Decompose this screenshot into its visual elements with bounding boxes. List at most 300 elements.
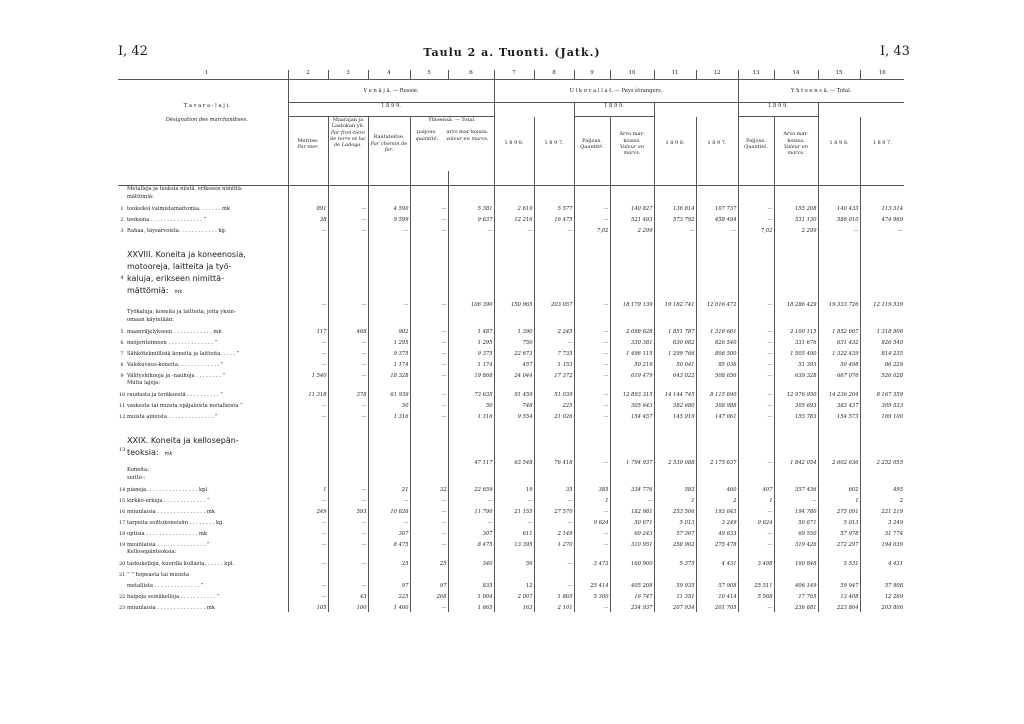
cell-c9: — <box>574 410 610 421</box>
cell-c16: — <box>860 224 904 235</box>
cell-c2: 891 <box>288 202 328 213</box>
cell-c8: — <box>534 494 574 505</box>
cell-c6: 1 174 <box>448 358 494 369</box>
table-row <box>118 399 904 410</box>
cell-c5: — <box>410 369 448 380</box>
cell-c13: — <box>738 538 774 549</box>
cell-c10: 50 671 <box>610 516 654 527</box>
cell-c13: 9 624 <box>738 516 774 527</box>
cell-c8: 51 039 <box>534 388 574 399</box>
cell-c4: — <box>368 494 410 505</box>
cell-c4: 9 375 <box>368 347 410 358</box>
cell-c2 <box>288 435 328 467</box>
section-heading-line: mättömiä: <box>127 285 169 295</box>
cell-c9 <box>574 568 610 579</box>
cell-c11: 136 814 <box>654 202 696 213</box>
cell-c8: — <box>534 336 574 347</box>
value-header: arvo mar-koissa. <box>446 129 489 136</box>
cell-c2: 249 <box>288 505 328 516</box>
cell-c9: — <box>574 249 610 309</box>
row-label: metallista . . . . . . . . . . . . . . ” <box>127 583 204 589</box>
cell-c8: 76 418 <box>534 435 574 467</box>
column-number: 11 <box>654 70 696 80</box>
cell-c8: 225 <box>534 399 574 410</box>
table-row <box>118 590 904 601</box>
row-number: 11 <box>119 403 126 410</box>
row-label: taskukelloja, kuorilla kullasta. . . . . . kpl. <box>127 561 235 567</box>
cell-c16 <box>860 568 904 579</box>
cell-c9: 5 300 <box>574 590 610 601</box>
cell-c4: 21 <box>368 483 410 494</box>
cell-c16: 1 318 906 <box>860 325 904 336</box>
section-number: 4 <box>120 275 124 282</box>
table-row <box>118 388 904 399</box>
table-row <box>118 516 904 527</box>
cell-c13: — <box>738 336 774 347</box>
cell-c2: 1 <box>288 483 328 494</box>
cell-c11: 207 934 <box>654 601 696 612</box>
row-number: 18 <box>119 531 126 538</box>
cell-c8: 203 057 <box>534 249 574 309</box>
cell-c9: 3 473 <box>574 557 610 568</box>
cell-c5: — <box>410 494 448 505</box>
cell-c15: 383 437 <box>818 399 860 410</box>
cell-c16: 203 806 <box>860 601 904 612</box>
cell-c9: — <box>574 369 610 380</box>
row-label: pianoja. . . . . . . . . . . . . . . . kpl. <box>127 487 209 493</box>
cell-c2: 117 <box>288 325 328 336</box>
cell-c13: — <box>738 410 774 421</box>
sea-header: Meritse. <box>297 137 319 144</box>
cell-c16: 814 235 <box>860 347 904 358</box>
cell-c3: — <box>328 213 368 224</box>
cell-c15: 57 978 <box>818 527 860 538</box>
cell-c5 <box>410 568 448 579</box>
cell-c7: 1 390 <box>494 325 534 336</box>
cell-c5: — <box>410 399 448 410</box>
cell-c6: 9 637 <box>448 213 494 224</box>
cell-c2: — <box>288 336 328 347</box>
cell-c5: 32 <box>410 483 448 494</box>
cell-c11: 5 013 <box>654 516 696 527</box>
row-number: 21 <box>119 572 126 579</box>
cell-c7: — <box>494 224 534 235</box>
cell-c7: 12 216 <box>494 213 534 224</box>
cell-c16: 57 908 <box>860 579 904 590</box>
page-number-left: I, 42 <box>118 44 148 59</box>
cell-c11: 643 022 <box>654 369 696 380</box>
table-row <box>118 538 904 549</box>
quantity-header: paljous. <box>416 129 437 136</box>
cell-c5: 268 <box>410 590 448 601</box>
muita-line-text: Muita lajeja: <box>127 379 161 386</box>
intro-line <box>118 194 904 202</box>
cell-c15: 19 333 726 <box>818 249 860 309</box>
cell-c12: 806 500 <box>696 347 738 358</box>
cell-c10: 521 493 <box>610 213 654 224</box>
muita-line <box>118 380 904 388</box>
cell-c15: 5 531 <box>818 557 860 568</box>
cell-c10: 18 179 139 <box>610 249 654 309</box>
cell-c15: 14 236 204 <box>818 388 860 399</box>
spacer-row <box>118 421 904 435</box>
cell-c16: 12 269 <box>860 590 904 601</box>
column-number: 12 <box>696 70 738 80</box>
cell-c12: 1 316 661 <box>696 325 738 336</box>
cell-c7: 2 007 <box>494 590 534 601</box>
cell-c12: 2 175 637 <box>696 435 738 467</box>
russia-total-header: Yhteensä. — Total. <box>428 117 476 123</box>
cell-c11: 59 935 <box>654 579 696 590</box>
cell-c7: 19 <box>494 483 534 494</box>
section-number: 13 <box>119 447 126 454</box>
column-number: 9 <box>574 70 610 80</box>
cell-c16: 2 <box>860 494 904 505</box>
cell-c8: — <box>534 579 574 590</box>
cell-c3: — <box>328 410 368 421</box>
cell-c5: — <box>410 202 448 213</box>
cell-c12: 458 494 <box>696 213 738 224</box>
cell-c7: 56 <box>494 557 534 568</box>
cell-c16: 12 119 539 <box>860 249 904 309</box>
total-value-header-fr: Valeur en marcs. <box>783 143 809 156</box>
cell-c9: — <box>574 527 610 538</box>
cell-c11: 253 506 <box>654 505 696 516</box>
cell-c10: 619 479 <box>610 369 654 380</box>
cell-c6: 19 868 <box>448 369 494 380</box>
cell-c9: — <box>574 505 610 516</box>
cell-c8: 2 101 <box>534 601 574 612</box>
column-number-row <box>118 70 904 80</box>
cell-c15: 50 498 <box>818 358 860 369</box>
cell-c11: 1 299 766 <box>654 347 696 358</box>
cell-c2: — <box>288 527 328 538</box>
cell-c9: — <box>574 202 610 213</box>
cell-c13: — <box>738 249 774 309</box>
cell-c13: — <box>738 527 774 538</box>
row-label: muunlaisia . . . . . . . . . . . . . . . mk <box>127 509 215 515</box>
cell-c13: — <box>738 369 774 380</box>
cell-c2: — <box>288 579 328 590</box>
row-number: 22 <box>119 594 126 601</box>
cell-c16: 2 252 055 <box>860 435 904 467</box>
cell-c10 <box>610 568 654 579</box>
soitto-line-text: soitto-: <box>127 474 146 481</box>
cell-c16: 51 774 <box>860 527 904 538</box>
column-number: 13 <box>738 70 774 80</box>
row-number: 7 <box>120 351 124 358</box>
cell-c6: 47 117 <box>448 435 494 467</box>
cell-c14: 155 783 <box>774 410 818 421</box>
cell-c11: 1 851 787 <box>654 325 696 336</box>
cell-c3: 43 <box>328 590 368 601</box>
cell-c16: 526 028 <box>860 369 904 380</box>
foreign-quantity-header-fr: Quantité. <box>580 143 604 150</box>
intro28-line <box>118 317 904 325</box>
cell-c15: 602 <box>818 483 860 494</box>
cell-c5: — <box>410 358 448 369</box>
cell-c8: 1 153 <box>534 358 574 369</box>
cell-c3: — <box>328 336 368 347</box>
cell-c3 <box>328 568 368 579</box>
cell-c11: 57 367 <box>654 527 696 538</box>
cell-c7: 24 044 <box>494 369 534 380</box>
land-header-fr: Par fron-tière de terre et lac de Ladoga. <box>330 129 366 148</box>
cell-c12: 107 737 <box>696 202 738 213</box>
cell-c15: 140 433 <box>818 202 860 213</box>
cell-c6: — <box>448 224 494 235</box>
cell-c5: — <box>410 538 448 549</box>
cell-c12: 193 643 <box>696 505 738 516</box>
cell-c15: 586 010 <box>818 213 860 224</box>
cell-c6: 8 475 <box>448 538 494 549</box>
cell-c14: — <box>774 494 818 505</box>
cell-c2: 11 318 <box>288 388 328 399</box>
row-number: 17 <box>119 520 126 527</box>
kello-line-text: Kellosepänteoksia: <box>127 548 177 555</box>
section-row <box>118 249 904 309</box>
cell-c7: 22 673 <box>494 347 534 358</box>
cell-c9: — <box>574 601 610 612</box>
cell-c6: 1 665 <box>448 601 494 612</box>
cell-c10: 330 381 <box>610 336 654 347</box>
table-row <box>118 325 904 336</box>
table-row <box>118 336 904 347</box>
cell-c13: — <box>738 202 774 213</box>
rail-header-fr: Par chemin de fer. <box>370 140 408 153</box>
cell-c12: 826 540 <box>696 336 738 347</box>
cell-c14: 12 976 950 <box>774 388 818 399</box>
cell-c14: 319 426 <box>774 538 818 549</box>
cell-c6: 106 390 <box>448 249 494 309</box>
row-number: 2 <box>120 217 124 224</box>
cell-c14: 236 681 <box>774 601 818 612</box>
row-label: muunlaisia . . . . . . . . . . . . . . . ” <box>127 542 210 548</box>
rail-header: Rautateitse. <box>373 134 405 141</box>
table-row <box>118 410 904 421</box>
table-row <box>118 557 904 568</box>
cell-c2: — <box>288 224 328 235</box>
foreign-value-header-fr: Valeur en marcs. <box>619 143 645 156</box>
year-1897-header: 1 8 9 7. <box>534 117 574 171</box>
cell-c5: — <box>410 336 448 347</box>
cell-c3: — <box>328 369 368 380</box>
quantity-header-fr: quantité. <box>415 135 439 142</box>
cell-c16: 194 039 <box>860 538 904 549</box>
cell-c13: 5 568 <box>738 590 774 601</box>
cell-c11: 14 144 745 <box>654 388 696 399</box>
cell-c3: — <box>328 483 368 494</box>
cell-c10: 12 893 315 <box>610 388 654 399</box>
cell-c11: 145 019 <box>654 410 696 421</box>
cell-c8: 17 372 <box>534 369 574 380</box>
cell-c12: 10 414 <box>696 590 738 601</box>
table-body <box>118 171 904 612</box>
column-number: 2 <box>288 70 328 80</box>
cell-c3: 378 <box>328 388 368 399</box>
table-row <box>118 213 904 224</box>
year-header-row <box>118 103 904 117</box>
cell-c10: — <box>610 494 654 505</box>
cell-c7: 748 <box>494 399 534 410</box>
table-row <box>118 505 904 516</box>
cell-c14: 357 436 <box>774 483 818 494</box>
group-header-row <box>118 80 904 103</box>
cell-c6 <box>448 568 494 579</box>
cell-c3: 100 <box>328 601 368 612</box>
group-russia: V e n ä j ä. — Russie. <box>288 80 494 103</box>
cell-c10: 50 219 <box>610 358 654 369</box>
cell-c15: 223 804 <box>818 601 860 612</box>
table-row <box>118 568 904 579</box>
cell-c6: 1 295 <box>448 336 494 347</box>
cell-c13: 1 <box>738 494 774 505</box>
cell-c10: 1 794 937 <box>610 435 654 467</box>
cell-c2: 105 <box>288 601 328 612</box>
cell-c8: 35 <box>534 483 574 494</box>
cell-c4: 1 295 <box>368 336 410 347</box>
row-label: Rahaa, täysarvoista. . . . . . . . . . . . kg. <box>127 228 227 234</box>
cell-c10: 160 900 <box>610 557 654 568</box>
cell-c8: 7 735 <box>534 347 574 358</box>
cell-c5 <box>410 435 448 467</box>
cell-c15: 2 602 636 <box>818 435 860 467</box>
column-number: 15 <box>818 70 860 80</box>
cell-c6: 1 487 <box>448 325 494 336</box>
cell-c14: 331 676 <box>774 336 818 347</box>
cell-c16: 495 <box>860 483 904 494</box>
cell-c7: 13 395 <box>494 538 534 549</box>
cell-c4: 307 <box>368 527 410 538</box>
cell-c3: — <box>328 347 368 358</box>
cell-c14: 69 550 <box>774 527 818 538</box>
cell-c16: 86 229 <box>860 358 904 369</box>
intro-line-text: Metalleja ja teoksia niistä, erikseen nimittä- <box>126 185 288 194</box>
cell-c15: 631 432 <box>818 336 860 347</box>
cell-c2: — <box>288 538 328 549</box>
column-number: 14 <box>774 70 818 80</box>
cell-c15: 1 <box>818 494 860 505</box>
cell-c3: — <box>328 538 368 549</box>
section-heading-line: kaluja, erikseen nimittä- <box>127 273 224 283</box>
cell-c4: — <box>368 516 410 527</box>
cell-c7: 2 619 <box>494 202 534 213</box>
cell-c15: 59 947 <box>818 579 860 590</box>
cell-c15: 275 091 <box>818 505 860 516</box>
group-foreign: U l k o v a l l a t. — Pays étrangers. <box>494 80 738 103</box>
foreign-quantity-header: Paljous. <box>582 137 602 144</box>
cell-c13: 407 <box>738 483 774 494</box>
cell-c9: 385 <box>574 483 610 494</box>
cell-c7: — <box>494 494 534 505</box>
cell-c14: 1 505 490 <box>774 347 818 358</box>
cell-c10: 234 937 <box>610 601 654 612</box>
cell-c16: 309 533 <box>860 399 904 410</box>
table-row <box>118 358 904 369</box>
cell-c2: — <box>288 358 328 369</box>
cell-c3: — <box>328 516 368 527</box>
total-quantity-header-fr: Quantité. <box>744 143 768 150</box>
cell-c11: 1 <box>654 494 696 505</box>
cell-c16: 826 540 <box>860 336 904 347</box>
cell-c11: 258 902 <box>654 538 696 549</box>
land-header: Maarajan ja Laatokan yli. <box>331 117 365 130</box>
cell-c14 <box>774 568 818 579</box>
cell-c7: 21 155 <box>494 505 534 516</box>
cell-c4: 1 174 <box>368 358 410 369</box>
cell-c10: 305 643 <box>610 399 654 410</box>
row-label: muunlaisia . . . . . . . . . . . . . . . mk <box>127 605 215 611</box>
table-row <box>118 494 904 505</box>
row-number <box>118 579 126 590</box>
cell-c16: 113 314 <box>860 202 904 213</box>
spacer-row <box>118 235 904 249</box>
column-number: 16 <box>860 70 904 80</box>
row-label: teoksiksi valmistamattomia. . . . . . . mk <box>127 206 231 212</box>
cell-c7 <box>494 568 534 579</box>
foreign-year: 1 8 9 9. <box>574 103 654 117</box>
cell-c8: 16 475 <box>534 213 574 224</box>
section-row <box>118 435 904 467</box>
cell-c12: 2 <box>696 494 738 505</box>
cell-c6: — <box>448 516 494 527</box>
table-row <box>118 202 904 213</box>
cell-c4: 1 316 <box>368 410 410 421</box>
cell-c8: 1 270 <box>534 538 574 549</box>
cell-c5: — <box>410 410 448 421</box>
cell-c5: — <box>410 516 448 527</box>
row-number: 12 <box>119 414 126 421</box>
cell-c12: 460 <box>696 483 738 494</box>
row-label: vaskesta tai muista epäjaloista metalleista ” <box>127 403 243 409</box>
foreign-value-header: Arvo mar-koissa. <box>619 131 645 144</box>
cell-c9: 7,02 <box>574 224 610 235</box>
cell-c9: — <box>574 435 610 467</box>
import-table <box>118 70 904 612</box>
cell-c6: 9 375 <box>448 347 494 358</box>
row-number: 20 <box>119 561 126 568</box>
cell-c11: 19 182 741 <box>654 249 696 309</box>
cell-c8: 2 149 <box>534 527 574 538</box>
cell-c12: 147 061 <box>696 410 738 421</box>
cell-c7: 63 548 <box>494 435 534 467</box>
row-number: 3 <box>120 228 124 235</box>
cell-c10: 310 951 <box>610 538 654 549</box>
cell-c4: — <box>368 249 410 309</box>
cell-c9: 25 414 <box>574 579 610 590</box>
cell-c15 <box>818 568 860 579</box>
row-label: teoksina . . . . . . . . . . . . . . . . ” <box>127 217 207 223</box>
cell-c11: 382 680 <box>654 399 696 410</box>
cell-c2 <box>288 568 328 579</box>
cell-c3: — <box>328 399 368 410</box>
cell-c12: 3 249 <box>696 516 738 527</box>
cell-c6: 1 004 <box>448 590 494 601</box>
cell-c10: 2 098 628 <box>610 325 654 336</box>
foreign-1898-header: 1 8 9 8. <box>654 117 696 171</box>
cell-c9: — <box>574 358 610 369</box>
cell-c15: 1 852 667 <box>818 325 860 336</box>
cell-c3: — <box>328 202 368 213</box>
cell-c5: 25 <box>410 557 448 568</box>
section-heading <box>126 249 288 309</box>
cell-c12: 85 036 <box>696 358 738 369</box>
cell-c5: — <box>410 325 448 336</box>
cell-c10: 334 776 <box>610 483 654 494</box>
cell-c12: 4 431 <box>696 557 738 568</box>
cell-c5: — <box>410 388 448 399</box>
cell-c3: — <box>328 579 368 590</box>
